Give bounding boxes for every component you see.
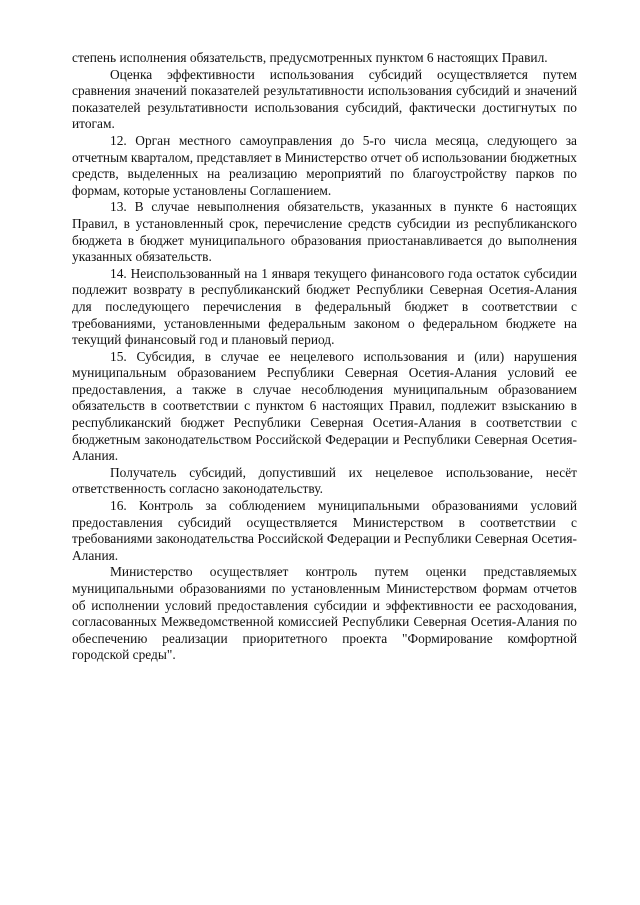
paragraph-14: 14. Неиспользованный на 1 января текущего финансового года остаток субсидии подлежит возврату в республиканский бюджет Республики Северная Осетия-Алания для последующего перечисления в федеральный бюджет в соответствии с требованиями, установленными федеральным законом о федеральном бюджете на текущий финансовый год и плановый период. <box>72 265 577 348</box>
paragraph-13: 13. В случае невыполнения обязательств, указанных в пункте 6 настоящих Правил, в установленный срок, перечисление средств субсидии из республиканского бюджета в бюджет муниципального образования приостанавливается до выполнения указанных обязательств. <box>72 199 577 265</box>
paragraph-continuation: степень исполнения обязательств, предусмотренных пунктом 6 настоящих Правил. <box>72 50 548 65</box>
paragraph-12: 12. Орган местного самоуправления до 5-го числа месяца, следующего за отчетным кварталом, представляет в Министерство отчет об использовании бюджетных средств, выделенных на реализацию мероприятий по благоустройству парков по формам, которые установлены Соглашением. <box>72 132 577 198</box>
paragraph-ministry-control: Министерство осуществляет контроль путем оценки представляемых муниципальными образованиями по установленным Министерством формам отчетов об исполнении условий предоставления субсидии и эффективности ее расходования, согласованных Межведомственной комиссией Республики Северная Осетия-Алания по обеспечению реализации приоритетного проекта "Формирование комфортной городской среды". <box>72 564 577 663</box>
document-body <box>72 50 577 664</box>
paragraph-15: 15. Субсидия, в случае ее нецелевого использования и (или) нарушения муниципальным образованием Республики Северная Осетия-Алания условий ее предоставления, а также в случае несоблюдения муниципальным образованием обязательств в соответствии с пунктом 6 настоящих Правил, подлежит взысканию в республиканский бюджет Республики Северная Осетия-Алания в соответствии с бюджетным законодательством Российской Федерации и Республики Северная Осетия-Алания. <box>72 348 577 464</box>
paragraph-16: 16. Контроль за соблюдением муниципальными образованиями условий предоставления субсидий осуществляется Министерством в соответствии с требованиями законодательства Российской Федерации и Республики Северная Осетия-Алания. <box>72 498 577 563</box>
paragraph-responsibility: Получатель субсидий, допустивший их нецелевое использование, несёт ответственность согласно законодательству. <box>72 464 577 497</box>
paragraph-efficiency-assessment: Оценка эффективности использования субсидий осуществляется путем сравнения значений показателей результативности использования субсидий и значений показателей результативности использования субсидий, фактически достигнутых по итогам. <box>72 66 577 132</box>
